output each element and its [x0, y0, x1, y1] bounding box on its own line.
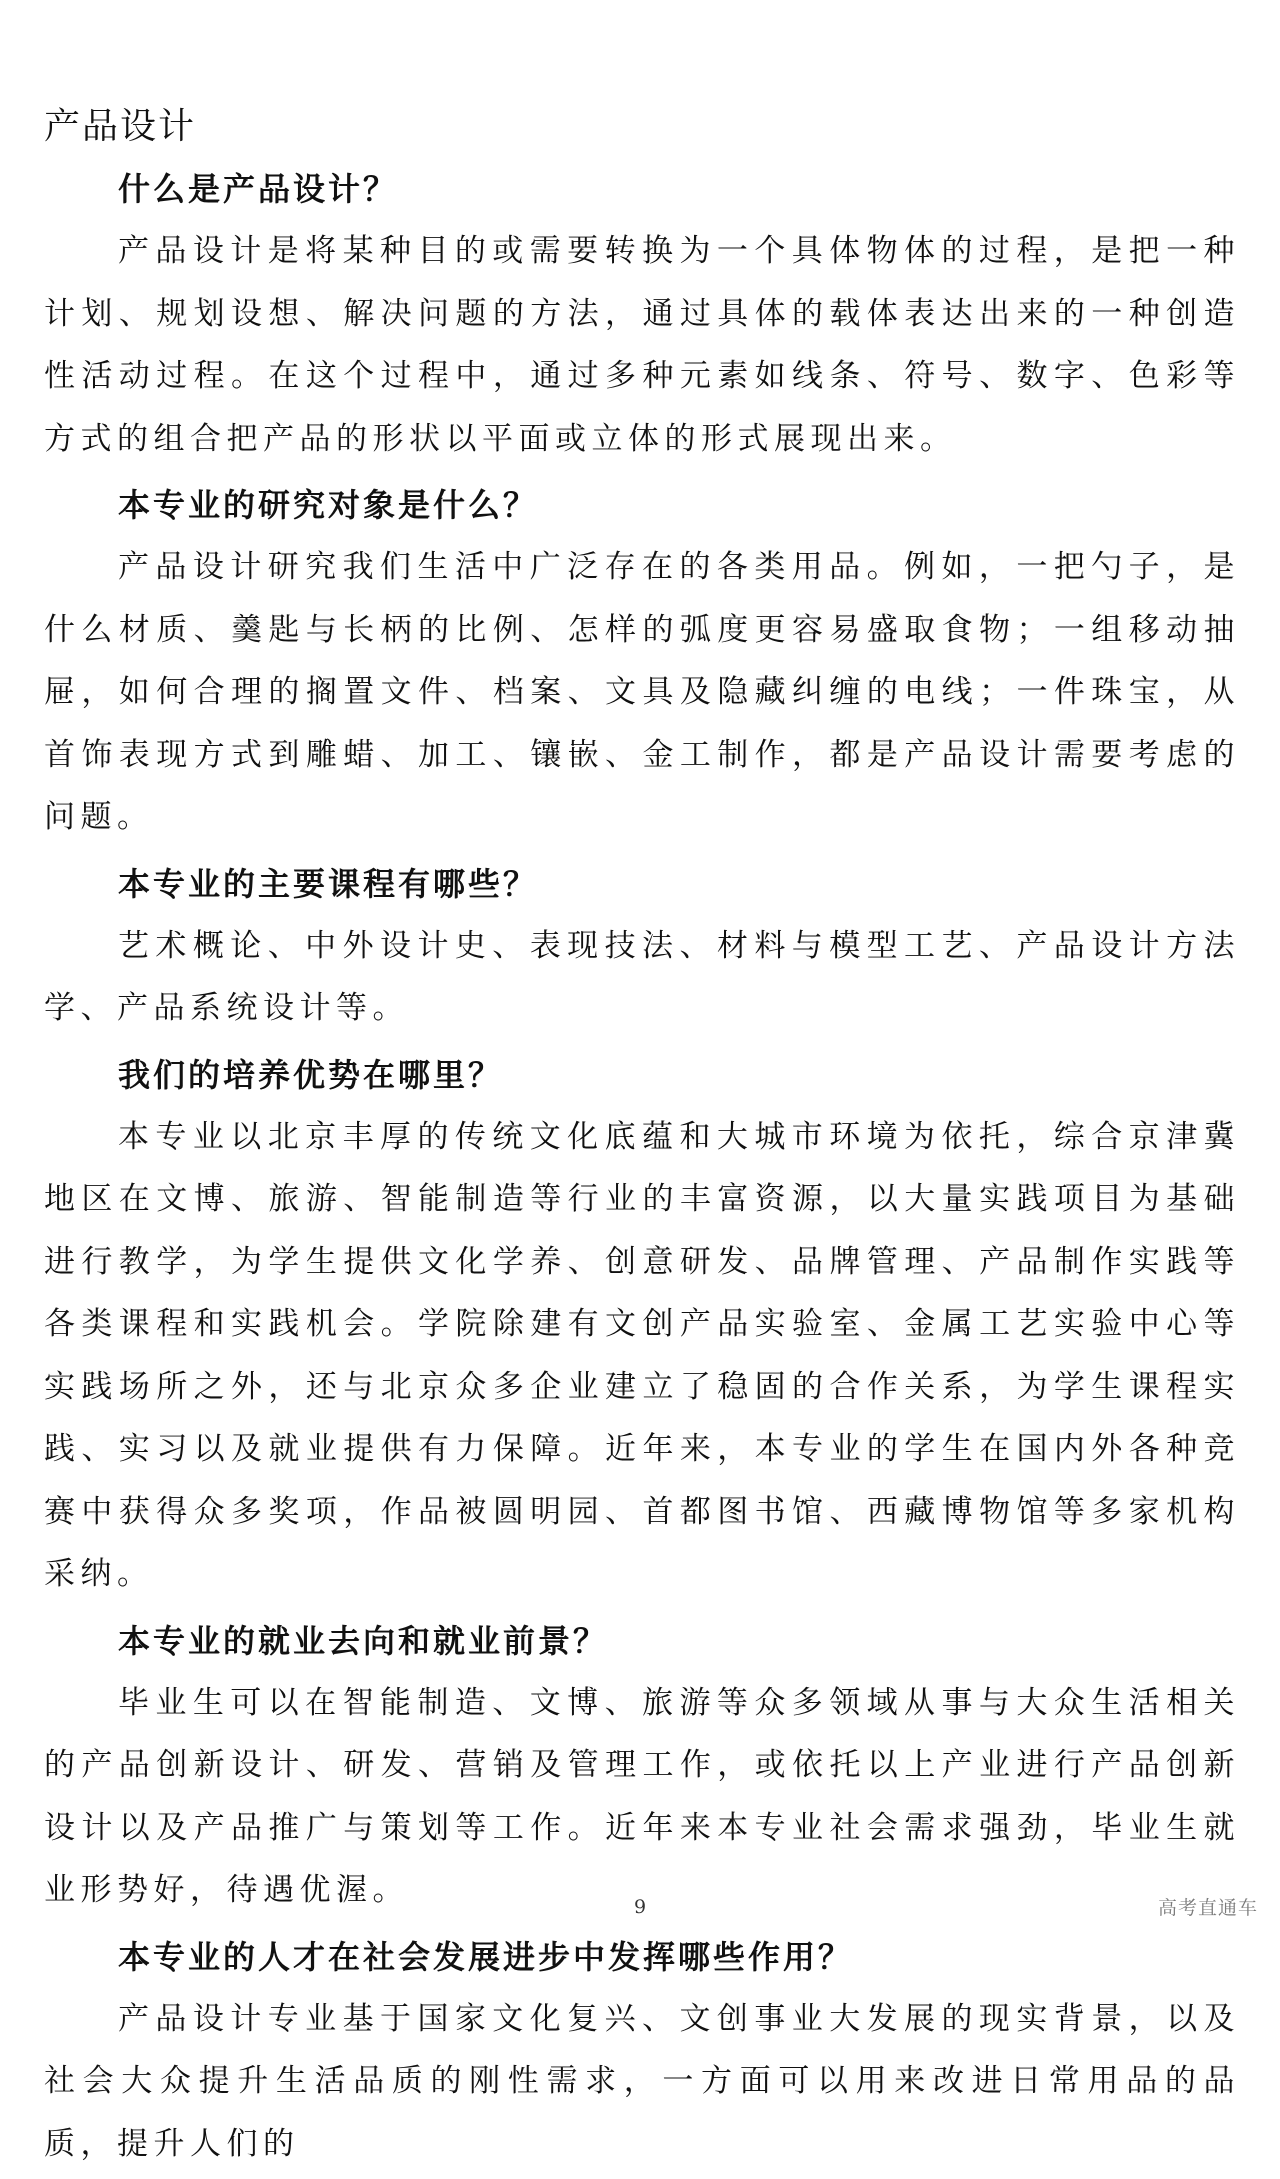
section-question: 什么是产品设计？: [118, 170, 399, 208]
section-training-advantages: [44, 1044, 1240, 1606]
section-paragraph: 艺术概论、中外设计史、表现技法、材料与模型工艺、产品设计方法学、产品系统设计等。: [44, 927, 1240, 1026]
document-body: [44, 158, 1240, 2179]
section-paragraph: 毕业生可以在智能制造、文博、旅游等众多领域从事与大众生活相关的产品创新设计、研发、营销及管理工作，或依托以上产业进行产品创新设计以及产品推广与策划等工作。近年来本专业社会需求强劲，毕业生就业形势好，待遇优渥。: [44, 1684, 1240, 1908]
section-question: 本专业的就业去向和就业前景？: [118, 1621, 609, 1660]
section-employment-prospects: [44, 1610, 1240, 1922]
watermark-text: 高考直通车: [1157, 1897, 1258, 1919]
section-what-is-product-design: [44, 158, 1240, 470]
section-social-role: [44, 1926, 1240, 2176]
page-number: 9: [633, 1896, 647, 1918]
section-paragraph: 产品设计专业基于国家文化复兴、文创事业大发展的现实背景，以及社会大众提升生活品质的刚性需求，一方面可以用来改进日常用品的品质，提升人们的: [44, 2000, 1240, 2162]
section-research-object: [44, 474, 1240, 849]
section-main-courses: [44, 853, 1240, 1040]
section-paragraph: 产品设计研究我们生活中广泛存在的各类用品。例如，一把勺子，是什么材质、羹匙与长柄的比例、怎样的弧度更容易盛取食物；一组移动抽屉，如何合理的搁置文件、档案、文具及隐藏纠缠的电线；一件珠宝，从首饰表现方式到雕蜡、加工、镶嵌、金工制作，都是产品设计需要考虑的问题。: [44, 549, 1240, 835]
section-question: 我们的培养优势在哪里？: [118, 1055, 504, 1094]
section-question: 本专业的主要课程有哪些？: [118, 864, 539, 903]
section-question: 本专业的人才在社会发展进步中发挥哪些作用？: [118, 1937, 854, 1976]
section-paragraph: 本专业以北京丰厚的传统文化底蕴和大城市环境为依托，综合京津冀地区在文博、旅游、智能制造等行业的丰富资源，以大量实践项目为基础进行教学，为学生提供文化学养、创意研发、品牌管理、产品制作实践等各类课程和实践机会。学院除建有文创产品实验室、金属工艺实验中心等实践场所之外，还与北京众多企业建立了稳固的合作关系，为学生课程实践、实习以及就业提供有力保障。近年来，本专业的学生在国内外各种竞赛中获得众多奖项，作品被圆明园、首都图书馆、西藏博物馆等多家机构采纳。: [44, 1118, 1240, 1592]
section-question: 本专业的研究对象是什么？: [118, 486, 539, 524]
section-paragraph: 产品设计是将某种目的或需要转换为一个具体物体的过程，是把一种计划、规划设想、解决问题的方法，通过具体的载体表达出来的一种创造性活动过程。在这个过程中，通过多种元素如线条、符号、数字、色彩等方式的组合把产品的形状以平面或立体的形式展现出来。: [44, 233, 1240, 457]
document-title: 产品设计: [44, 106, 197, 147]
